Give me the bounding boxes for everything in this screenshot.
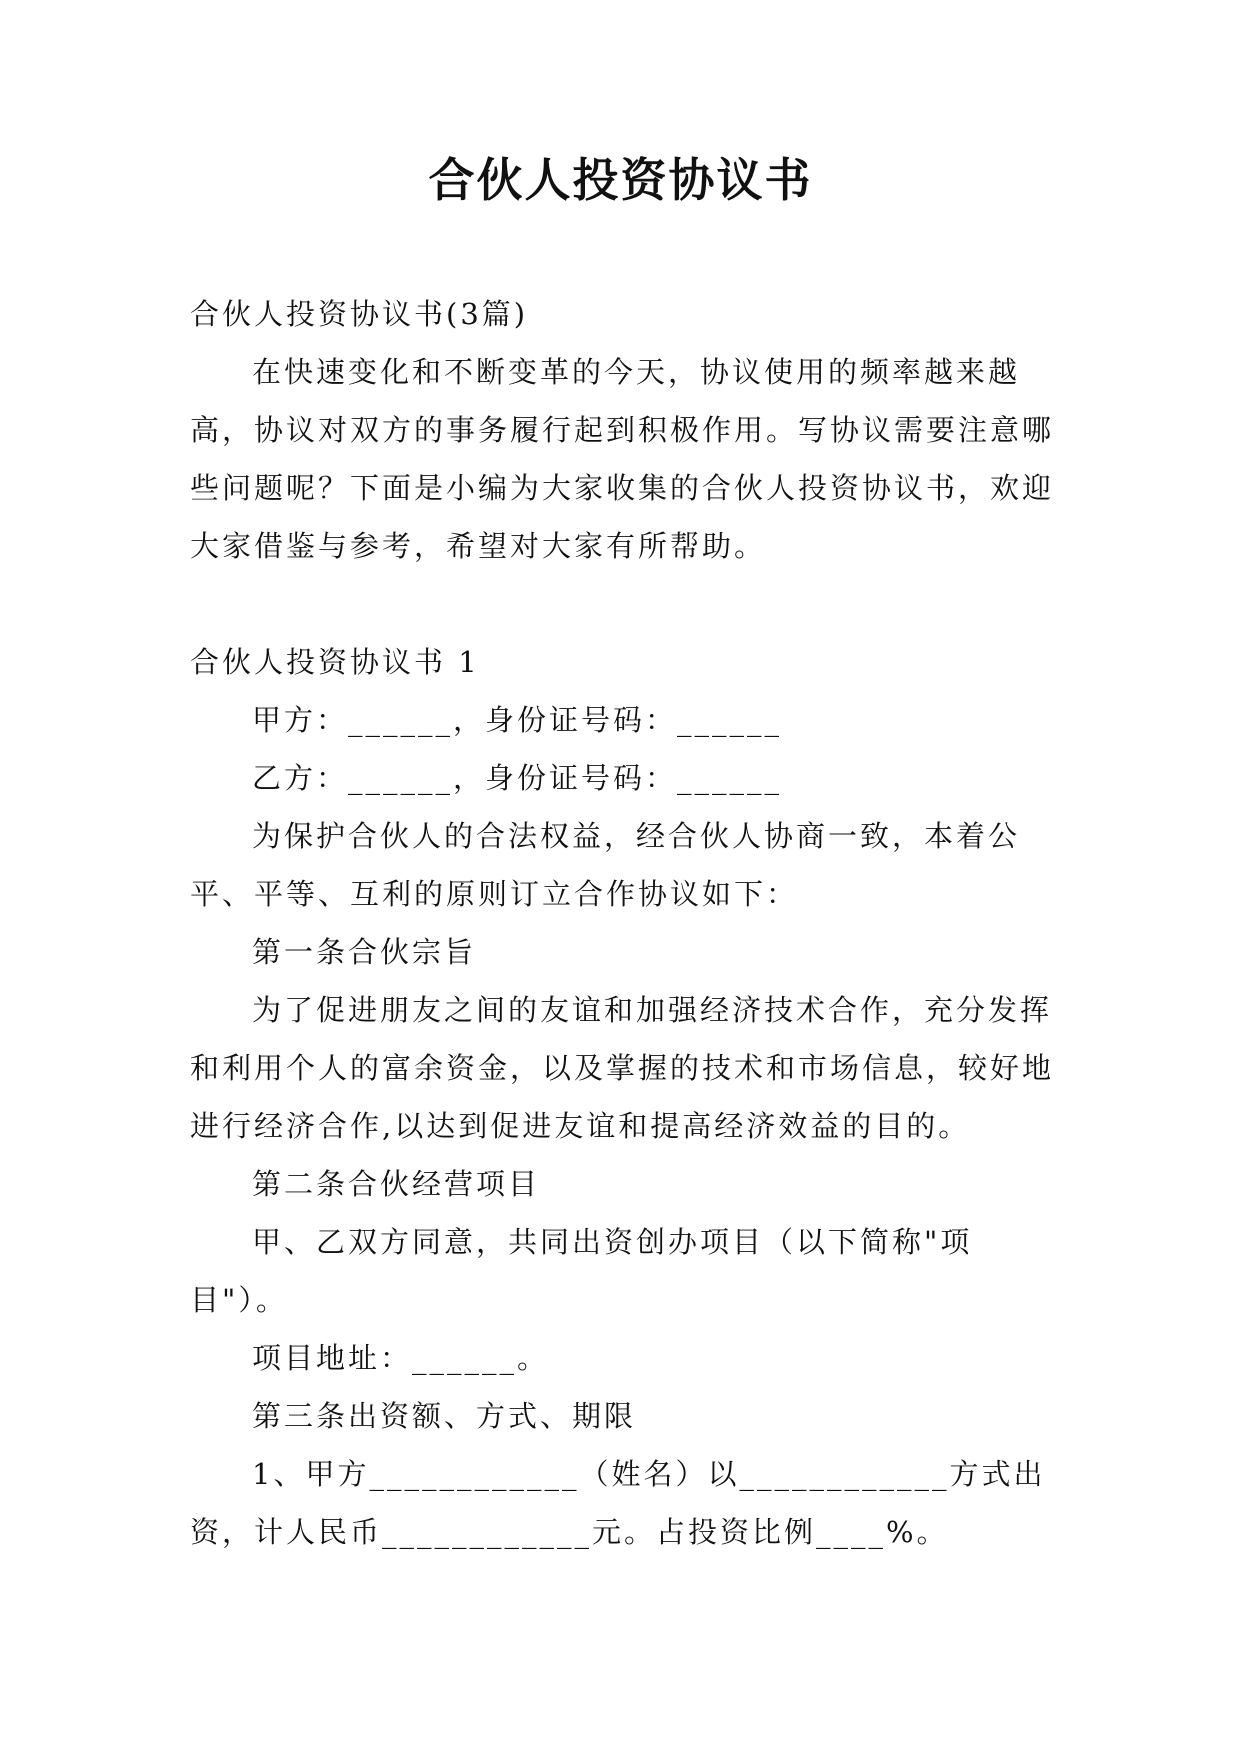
article-1-text: 为了促进朋友之间的友谊和加强经济技术合作，充分发挥和利用个人的富余资金，以及掌握的技术和市场信息，较好地进行经济合作,以达到促进友谊和提高经济效益的目的。 xyxy=(190,993,1055,1143)
intro-paragraph: 在快速变化和不断变革的今天，协议使用的频率越来越高，协议对双方的事务履行起到积极作用。写协议需要注意哪些问题呢？下面是小编为大家收集的合伙人投资协议书，欢迎大家借鉴与参考，希望对大家有所帮助。 xyxy=(190,355,1055,563)
document-title: 合伙人投资协议书 xyxy=(428,153,813,207)
document-body xyxy=(190,285,1060,1561)
section-heading: 合伙人投资协议书 1 xyxy=(190,645,480,679)
party-a-line: 甲方：______，身份证号码：______ xyxy=(252,703,783,737)
subtitle-line: 合伙人投资协议书(3篇) xyxy=(190,297,529,331)
article-2-heading: 第二条合伙经营项目 xyxy=(252,1167,541,1201)
article-3-heading: 第三条出资额、方式、期限 xyxy=(252,1399,637,1433)
preamble-paragraph: 为保护合伙人的合法权益，经合伙人协商一致，本着公平、平等、互利的原则订立合作协议如下： xyxy=(190,819,1021,911)
project-address-line: 项目地址：______。 xyxy=(252,1341,550,1375)
article-3-item-1: 1、甲方____________（姓名）以____________方式出资，计人民币____________元。占投资比例____%。 xyxy=(190,1457,1046,1549)
party-b-line: 乙方：______，身份证号码：______ xyxy=(252,761,783,795)
paragraph-gap xyxy=(190,575,1060,633)
article-2-text: 甲、乙双方同意，共同出资创办项目（以下简称"项目"）。 xyxy=(190,1225,973,1317)
article-1-heading: 第一条合伙宗旨 xyxy=(252,935,477,969)
